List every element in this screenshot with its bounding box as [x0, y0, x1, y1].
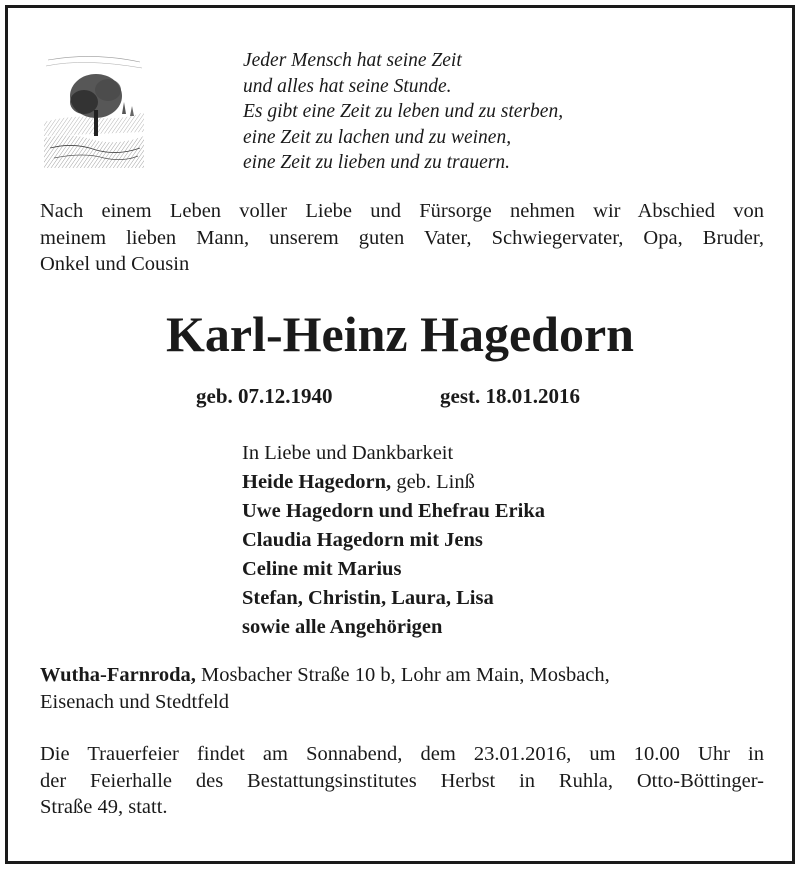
mourner-wife: [242, 468, 545, 497]
address: [40, 662, 764, 716]
tree-landscape-icon: [44, 52, 144, 168]
intro-paragraph: [40, 198, 764, 278]
mourner-line: Celine mit Marius: [242, 558, 402, 580]
birth-date: geb. 07.12.1940: [196, 384, 333, 408]
mourner-line: Stefan, Christin, Laura, Lisa: [242, 587, 494, 609]
death-date: gest. 18.01.2016: [440, 384, 580, 408]
ceremony-line: der Feierhalle des Bestattungsinstitutes Herbst in Ruhla, Otto-Böttinger-: [40, 769, 764, 792]
ceremony-line: Die Trauerfeier findet am Sonnabend, dem 23.01.2016, um 10.00 Uhr in: [40, 743, 764, 765]
mourner-line: Claudia Hagedorn mit Jens: [242, 529, 483, 551]
mourners-list: [242, 439, 545, 642]
address-line: Eisenach und Stedtfeld: [40, 691, 230, 713]
ceremony-notice: [40, 741, 764, 821]
deceased-name: Karl-Heinz Hagedorn: [166, 306, 634, 362]
intro-line: meinem lieben Mann, unserem guten Vater, Schwiegervater, Opa, Bruder,: [40, 226, 764, 249]
mourner-wife-maiden: geb. Linß: [391, 471, 475, 493]
poem-line: Es gibt eine Zeit zu leben und zu sterben,: [243, 101, 564, 122]
mourner-line: Uwe Hagedorn und Ehefrau Erika: [242, 500, 545, 522]
mourner-wife-name: Heide Hagedorn,: [242, 471, 392, 493]
poem-line: eine Zeit zu lachen und zu weinen,: [243, 126, 512, 148]
intro-line: Nach einem Leben voller Liebe und Fürsorge nehmen wir Abschied von: [40, 200, 764, 222]
poem-line: und alles hat seine Stunde.: [243, 75, 452, 97]
poem: [243, 48, 563, 176]
poem-line: eine Zeit zu lieben und zu trauern.: [243, 152, 511, 173]
mourners-intro: In Liebe und Dankbarkeit: [242, 442, 454, 464]
address-rest: Mosbacher Straße 10 b, Lohr am Main, Mosbach,: [195, 664, 610, 686]
address-line: [40, 662, 764, 689]
intro-line: Onkel und Cousin: [40, 253, 190, 275]
ceremony-line: Straße 49, statt.: [40, 796, 168, 818]
poem-line: Jeder Mensch hat seine Zeit: [243, 50, 462, 71]
mourner-line: sowie alle Angehörigen: [242, 616, 443, 638]
address-town: Wutha-Farnroda,: [40, 664, 196, 686]
